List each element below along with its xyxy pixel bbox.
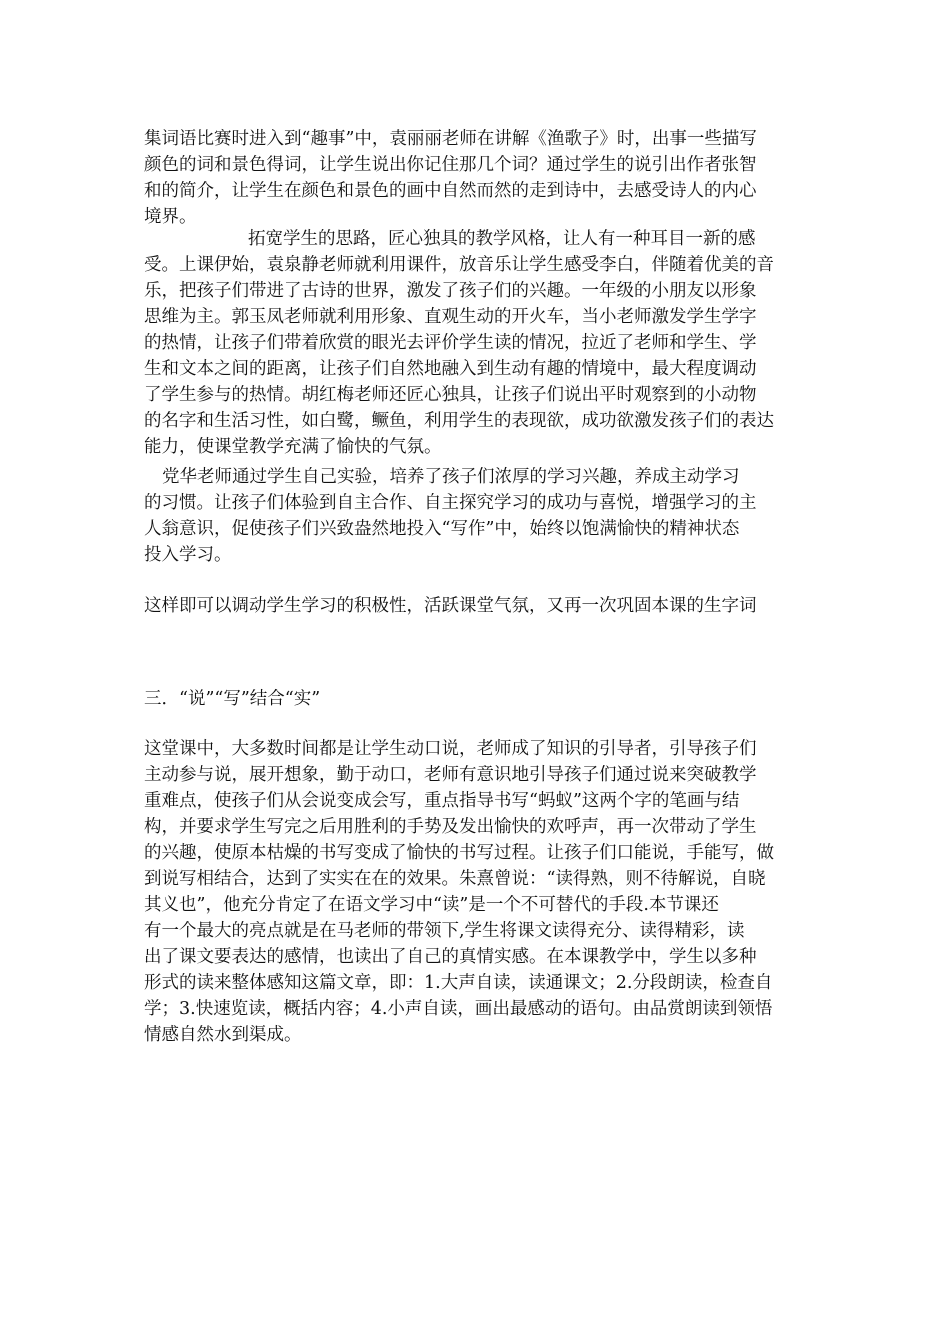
paragraph-line: 这样即可以调动学生学习的积极性，活跃课堂气氛，又再一次巩固本课的生字词: [144, 596, 757, 616]
paragraph-line: 有一个最大的亮点就是在马老师的带领下,学生将课文读得充分、读得精彩，读: [144, 921, 745, 941]
paragraph-line: 主动参与说，展开想象，勤于动口，老师有意识地引导孩子们通过说来突破教学: [144, 765, 757, 785]
paragraph-line: 和的简介，让学生在颜色和景色的画中自然而然的走到诗中，去感受诗人的内心: [144, 181, 757, 201]
paragraph-line: 情感自然水到渠成。: [144, 1025, 302, 1045]
paragraph-1: [144, 126, 809, 230]
paragraph-line: 出了课文要表达的感情，也读出了自己的真情实感。在本课教学中，学生以多种: [144, 947, 757, 967]
paragraph-line: 拓宽学生的思路，匠心独具的教学风格，让人有一种耳目一新的感: [248, 229, 756, 249]
paragraph-line: 的热情，让孩子们带着欣赏的眼光去评价学生读的情况，拉近了老师和学生、学: [144, 333, 757, 353]
paragraph-line: 的名字和生活习性，如白鹭，鳜鱼，利用学生的表现欲，成功欲激发孩子们的表达: [144, 411, 774, 431]
paragraph-line: 形式的读来整体感知这篇文章，即：1.大声自读，读通课文；2.分段朗读，检查自: [144, 973, 773, 993]
paragraph-line: 生和文本之间的距离，让孩子们自然地融入到生动有趣的情境中，最大程度调动: [144, 359, 757, 379]
paragraph-line: 的习惯。让孩子们体验到自主合作、自主探究学习的成功与喜悦，增强学习的主: [144, 493, 757, 513]
paragraph-line: 能力，使课堂教学充满了愉快的气氛。: [144, 437, 442, 457]
heading-text: 三．“说”“写”结合“实”: [144, 689, 321, 709]
paragraph-line: 集词语比赛时进入到“趣事”中，袁丽丽老师在讲解《渔歌子》时，出事一些描写: [144, 129, 757, 149]
paragraph-line: 的兴趣，使原本枯燥的书写变成了愉快的书写过程。让孩子们口能说，手能写，做: [144, 843, 774, 863]
paragraph-line: 重难点，使孩子们从会说变成会写，重点指导书写“蚂蚁”这两个字的笔画与结: [144, 791, 740, 811]
paragraph-4: [144, 593, 809, 619]
paragraph-3: [144, 464, 809, 568]
section-heading: [144, 686, 809, 712]
paragraph-line: 受。上课伊始，袁泉静老师就利用课件，放音乐让学生感受李白，伴随着优美的音: [144, 255, 774, 275]
paragraph-line: 思维为主。郭玉凤老师就利用形象、直观生动的开火车，当小老师激发学生学字: [144, 307, 757, 327]
paragraph-line: 学；3.快速览读，概括内容；4.小声自读，画出最感动的语句。由品赏朗读到领悟: [144, 999, 773, 1019]
paragraph-line: 其义也”，他充分肯定了在语文学习中“读”是一个不可替代的手段.本节课还: [144, 895, 719, 915]
paragraph-line: 构，并要求学生写完之后用胜利的手势及发出愉快的欢呼声，再一次带动了学生: [144, 817, 757, 837]
paragraph-line: 人翁意识，促使孩子们兴致盎然地投入“写作”中，始终以饱满愉快的精神状态: [144, 519, 740, 539]
paragraph-line: 了学生参与的热情。胡红梅老师还匠心独具，让孩子们说出平时观察到的小动物: [144, 385, 757, 405]
paragraph-2: [144, 226, 809, 460]
paragraph-line: 乐，把孩子们带进了古诗的世界，激发了孩子们的兴趣。一年级的小朋友以形象: [144, 281, 757, 301]
paragraph-line: 境界。: [144, 207, 197, 227]
paragraph-line: 到说写相结合，达到了实实在在的效果。朱熹曾说：“读得熟，则不待解说，自晓: [144, 869, 766, 889]
paragraph-line: 颜色的词和景色得词，让学生说出你记住那几个词？通过学生的说引出作者张智: [144, 155, 757, 175]
paragraph-line: 投入学习。: [144, 545, 232, 565]
paragraph-5: [144, 736, 809, 1048]
paragraph-line: 党华老师通过学生自己实验，培养了孩子们浓厚的学习兴趣，养成主动学习: [162, 467, 740, 487]
paragraph-line: 这堂课中，大多数时间都是让学生动口说，老师成了知识的引导者，引导孩子们: [144, 739, 757, 759]
